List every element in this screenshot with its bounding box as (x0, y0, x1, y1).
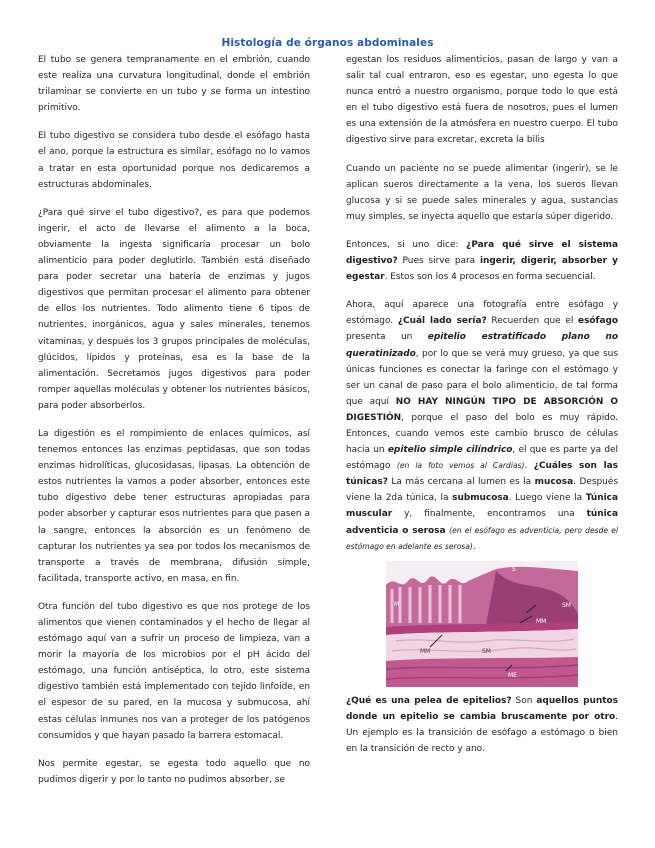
paragraph: El tubo se genera tempranamente en el embrión, cuando este realiza una curvatura longitudinal, donde el embrión trilaminar se convierte en un tubo y se forma un intestino primitivo. (38, 55, 310, 114)
histology-micrograph (386, 561, 578, 687)
label-sm-right: SM (562, 601, 571, 609)
left-column (38, 52, 310, 800)
label-me: ME (508, 671, 517, 679)
right-column (346, 52, 618, 769)
label-sm-bottom: SM (482, 647, 491, 655)
paragraph: El tubo digestivo se considera tubo desde el esófago hasta el ano, porque la estructura es similar, esófago no lo vamos a tratar en esta oportunidad porque nos dedicaremos a estructuras abdominales. (38, 131, 310, 190)
label-mm-left: MM (420, 647, 431, 655)
paragraph: ¿Qué es una pelea de epitelios? Son aquellos puntos donde un epitelio se cambia bruscamente por otro. Un ejemplo es la transición de esófago a estómago o bien en la transición de recto y ano. (346, 695, 618, 754)
label-mm-right: MM (536, 617, 547, 625)
paragraph: Entonces, si uno dice: ¿Para qué sirve el sistema digestivo? Pues sirve para ingerir, digerir, absorber y egestar. Estos son los 4 procesos en forma secuencial. (346, 239, 618, 283)
paragraph: ¿Para qué sirve el tubo digestivo?, es para que podemos ingerir, el acto de llevarse el alimento a la boca, obviamente la ingesta significaría procesar un bolo alimenticio para poder deglutirlo. También está diseñado para poder secretar una batería de enzimas y jugos digestivos que permitan procesar el alimento para obtener de ellos los nutrientes. Todo alimento tiene 6 tipos de nutrientes, inorgánicos, agua y sales minerales, tenemos vitaminas, y después los 3 grupos principales de moléculas, glúcidos, lípidos y proteínas, esa es la base de la alimentación. Secretamos jugos digestivos para poder romper aquellas moléculas y obtener los nutrientes básicos, para poder absorberlos. (38, 207, 310, 411)
paragraph: Otra función del tubo digestivo es que nos protege de los alimentos que vienen contaminados y el hecho de llegar al estómago aquí van a sufrir un proceso de limpieza, van a morir la mayoría de los microbios por el pH ácido del estómago, una función antiséptica, lo otro, este sistema digestivo también está implementado con tejido linfoide, en el espesor de su pared, en la mucosa y submucosa, ahí estas células inmunes nos van a proteger de los patógenos consumidos y que hayan pasado la barrera estomacal. (38, 601, 310, 741)
paragraph: egestan los residuos alimenticios, pasan de largo y van a salir tal cual entraron, eso es egestar, uno egesta lo que nunca entró a nuestro organismo, porque todo lo que está en el tubo digestivo está fuera de nosotros, pues el lumen es una extensión de la atmósfera en nuestro cuerpo. El tubo digestivo sirve para excretar, excreta la bilis (346, 55, 618, 146)
paragraph: Ahora, aquí aparece una fotografía entre esófago y estómago. ¿Cuál lado sería? Recuerden que el esófago presenta un epitelio estratificado plano no queratinizado, por lo que se verá muy grueso, ya que sus únicas funciones es conectar la faringe con el estómago y ser un canal de paso para el bolo alimenticio, de tal forma que aquí NO HAY NINGÚN TIPO DE ABSORCIÓN O DIGESTIÓN, porque el paso del bolo es muy rápido. Entonces, cuando vemos este cambio brusco de células hacia un epitelio simple cilíndrico, el que es parte ya del estómago (en la foto vemos al Cardias). ¿Cuáles son las túnicas? La más cercana al lumen es la mucosa. Después viene la 2da túnica, la submucosa. Luego viene la Túnica muscular y, finalmente, encontramos una túnica adventicia o serosa (en el esófago es adventicia, pero desde el estómago en adelante es serosa). (346, 300, 619, 552)
label-s: S (512, 565, 516, 573)
paragraph: Nos permite egestar, se egesta todo aquello que no pudimos digerir y por lo tanto no pudimos absorber, se (38, 758, 310, 785)
page-title: Histología de órganos abdominales (221, 37, 434, 49)
micrograph-image (386, 561, 578, 687)
paragraph: La digestión es el rompimiento de enlaces químicos, así tenemos entonces las enzimas peptidasas, que son todas enzimas hidrolíticas, glucosidasas, lipasas. La obtención de estos nutrientes la vamos a poder absorber, entonces este tubo digestivo debe tener estructuras apropiadas para poder absorber y capturar esos nutrientes para que pasen a la sangre, entonces la absorción es un fenómeno de capturar los nutrientes ya sea por todos los mecanismos de transporte a través de membrana, difusión simple, facilitada, transporte activo, en masa, en fin. (38, 428, 310, 584)
paragraph: Cuando un paciente no se puede alimentar (ingerir), se le aplican sueros directamente a la vena, los sueros llevan glucosa y si se puede sales minerales y agua, sustancias muy simples, se inyecta aquello que estaría súper digerido. (346, 163, 618, 222)
label-m: M (394, 600, 400, 608)
